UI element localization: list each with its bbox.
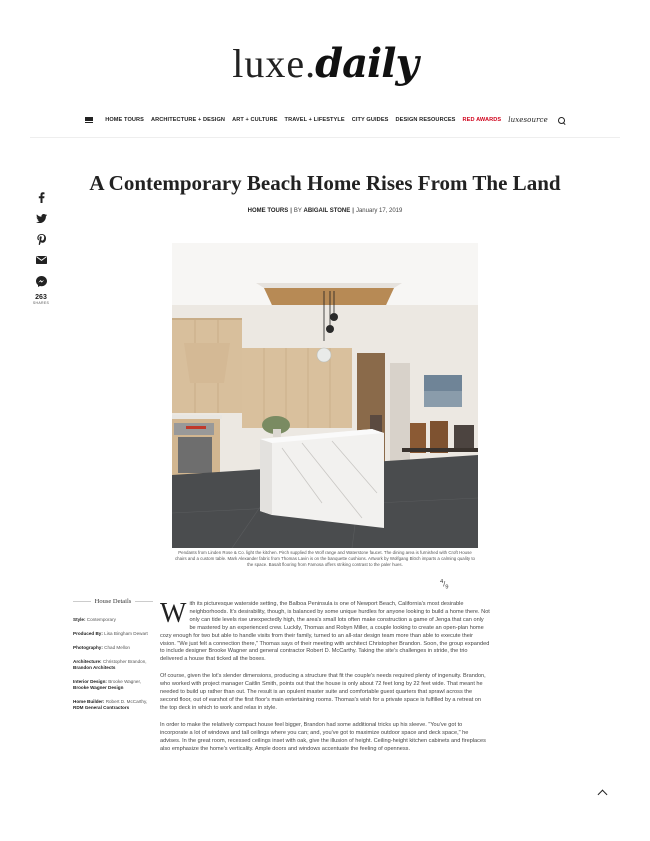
nav-architecture-design[interactable]: ARCHITECTURE + DESIGN bbox=[151, 117, 226, 123]
email-icon[interactable] bbox=[35, 254, 47, 266]
pinterest-icon[interactable] bbox=[35, 233, 47, 245]
article-title: A Contemporary Beach Home Rises From The Land bbox=[89, 171, 561, 195]
share-label: SHARES bbox=[32, 301, 50, 305]
share-count: 263 bbox=[35, 294, 47, 301]
house-details bbox=[73, 598, 153, 719]
paragraph-2: Of course, given the lot's slender dimensions, producing a structure that fit the couple's needs required plenty of ingenuity. Brandon, who worked with project manager Caitlin Smith, points out that the house is only about 72 feet long by 22 feet wide. That meant he needed to build up rather than out. The result is an opulent master suite and comfortable guest quarters that sprawl across the second floor, out of earshot of the first floor's main entertaining rooms. Thomas's wish for a private space is fulfilled by a retreat on the top deck in which to work and relax in style. bbox=[160, 673, 486, 711]
photo-caption: Pendants from Linden Rose & Co. light the kitchen. Pirch supplied the Wolf range and Waterstone faucet. The dining area is furnished with Croft House chairs and a custom table. Mark Alexander fabric from Thomas Lavin is on the banquette cushions. Artwork by Wolfgang Blöch imparts a calming quality to the space. Basalt flooring from Famosa offers striking contrast to the paler hues. bbox=[174, 550, 475, 567]
main-nav bbox=[0, 113, 650, 127]
nav-home-tours[interactable]: HOME TOURS bbox=[105, 117, 144, 123]
nav-luxesource[interactable]: luxesource bbox=[508, 116, 548, 124]
twitter-icon[interactable] bbox=[35, 212, 47, 224]
detail-style bbox=[73, 617, 153, 623]
detail-label: Home Builder: bbox=[73, 699, 105, 704]
nav-travel-lifestyle[interactable]: TRAVEL + LIFESTYLE bbox=[284, 117, 345, 123]
site-logo[interactable] bbox=[0, 40, 650, 100]
house-details-title: House Details bbox=[94, 598, 132, 605]
nav-city-guides[interactable]: CITY GUIDES bbox=[351, 117, 389, 123]
detail-label: Style: bbox=[73, 617, 86, 622]
nav-art-culture[interactable]: ART + CULTURE bbox=[232, 117, 278, 123]
detail-produced-by bbox=[73, 631, 153, 637]
slide-current: 4 bbox=[440, 579, 444, 585]
detail-value: Robert D. McCarthy, bbox=[105, 699, 148, 704]
detail-label: Interior Design: bbox=[73, 679, 107, 684]
slide-total: 9 bbox=[445, 584, 449, 591]
detail-value: Brooke Wagner, bbox=[108, 679, 142, 684]
detail-firm[interactable]: Brooke Wagner Design bbox=[73, 685, 124, 690]
detail-architecture bbox=[73, 659, 153, 671]
detail-interior-design bbox=[73, 679, 153, 691]
nav-red-awards[interactable]: RED AWARDS bbox=[462, 117, 502, 123]
article-byline: HOME TOURS | BY ABIGAIL STONE | January 17, 2019 bbox=[247, 208, 403, 214]
detail-value: Christopher Brandon, bbox=[102, 659, 147, 664]
byline-category[interactable]: HOME TOURS bbox=[247, 208, 289, 214]
detail-firm[interactable]: RDM General Contractors bbox=[73, 705, 130, 710]
facebook-icon[interactable] bbox=[35, 191, 47, 203]
nav-design-resources[interactable]: DESIGN RESOURCES bbox=[395, 117, 456, 123]
detail-home-builder bbox=[73, 699, 153, 711]
detail-label: Photography: bbox=[73, 645, 103, 650]
paragraph-3: In order to make the relatively compact house feel bigger, Brandon had some additional tricks up his sleeve. "You've got to incorporate a lot of windows and tall ceilings where you can; and, you've got to maximize outdoor space and deck space," he advises. In the great room, recessed ceilings inset with oak, give the illusion of height. Ceiling-height kitchen cabinets and fireplaces also emphasize the home's verticality. Ample doors and windows accentuate the feeling of openness. bbox=[160, 721, 486, 752]
drop-cap: W bbox=[160, 598, 187, 629]
detail-label: Architecture: bbox=[73, 659, 102, 664]
detail-photography bbox=[73, 645, 153, 651]
logo-dot: . bbox=[305, 41, 316, 86]
detail-label: Produced By: bbox=[73, 631, 103, 636]
hamburger-icon[interactable] bbox=[85, 117, 93, 123]
byline-by: BY bbox=[293, 208, 302, 214]
detail-value: Lisa Bingham Dewart bbox=[104, 631, 148, 636]
article-photo[interactable] bbox=[172, 243, 478, 548]
byline-author[interactable]: ABIGAIL STONE bbox=[303, 208, 351, 214]
header-divider bbox=[30, 137, 620, 138]
paragraph-1 bbox=[160, 598, 490, 664]
messenger-icon[interactable] bbox=[35, 275, 47, 287]
article-body bbox=[160, 598, 490, 762]
detail-value: Chad Mellon bbox=[104, 645, 130, 650]
logo-luxe: luxe bbox=[232, 41, 306, 86]
share-rail bbox=[33, 191, 49, 305]
chevron-up-icon[interactable] bbox=[597, 788, 609, 798]
logo-daily: daily bbox=[315, 40, 418, 87]
paragraph-1-text: ith its picturesque waterside setting, the Balboa Peninsula is one of Newport Beach, California's most desirable neighborhoods. It's desirability, though, is balanced by some unique hurdles for anyone looking to build a home there. Not only can tide levels rise unexpectedly high, the area's small lots often make construction a game of Jenga that can only be mastered by an experienced crew. Luckily, Thomas and Robyn Miller, a couple looking to create an open-plan home cozy enough for two but able to handle visits from their family, turned to an all-star design team more than able to execute their vision. "We just felt a connection there," Thomas says of their meeting with architect Christopher Brandon. Soon, the group expanded to include designer Brooke Wagner and general contractor Robert D. McCarthy. Taking the site's challenges in stride, the trio delivered a house that ticked all the boxes. bbox=[160, 601, 490, 663]
heading-rule-right bbox=[135, 601, 153, 602]
search-icon[interactable] bbox=[558, 117, 565, 124]
heading-rule-left bbox=[73, 601, 91, 602]
detail-value: Contemporary bbox=[86, 617, 116, 622]
byline-date: January 17, 2019 bbox=[355, 208, 403, 214]
detail-firm[interactable]: Brandon Architects bbox=[73, 665, 116, 670]
slide-counter: $^4/_9$ bbox=[440, 579, 449, 591]
house-details-heading bbox=[73, 598, 153, 605]
